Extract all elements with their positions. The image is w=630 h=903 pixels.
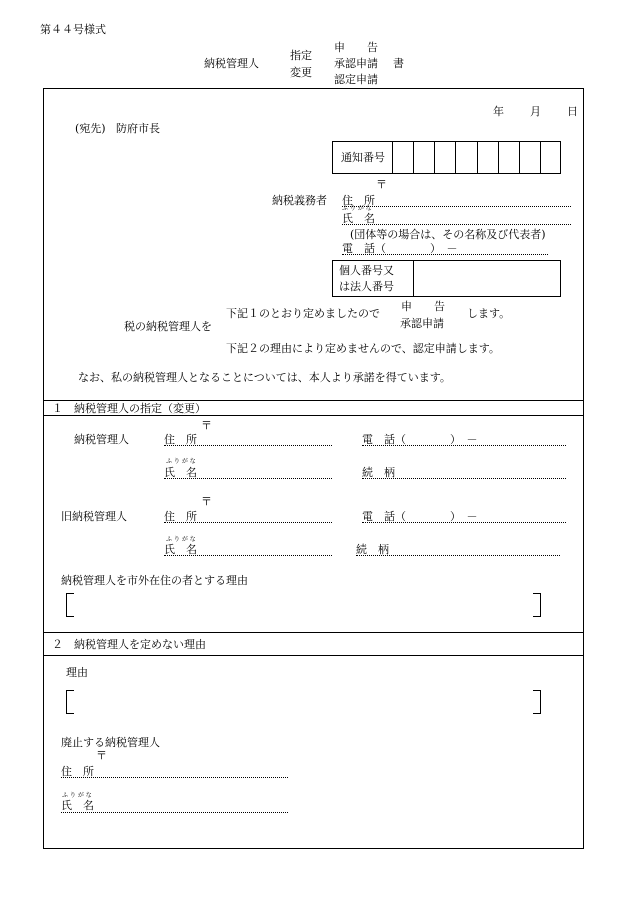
statement-choice-approval: 承認申請: [400, 317, 444, 330]
old-manager-postal-mark: 〒: [201, 495, 212, 508]
old-manager-name-line[interactable]: [164, 555, 332, 556]
section2-reason-right-bracket: [533, 690, 541, 714]
manager-address-line[interactable]: [164, 445, 332, 446]
abolish-name-line[interactable]: [61, 812, 288, 813]
old-manager-label: 旧納税管理人: [61, 510, 127, 523]
manager-relation-line[interactable]: [362, 478, 566, 479]
section2-reason-left-bracket: [66, 690, 74, 714]
statement-line1: 下記１のとおり定めましたので: [226, 307, 380, 320]
notice-number-label: 通知番号: [341, 151, 385, 164]
taxpayer-name-line[interactable]: [342, 224, 571, 225]
taxpayer-postal-mark: 〒: [376, 178, 387, 191]
statement-line1-end: します。: [467, 307, 511, 320]
section2-title-underline: [43, 655, 584, 656]
section1-top-border: [43, 400, 584, 401]
form-number: 第４４号様式: [40, 23, 106, 36]
title-option-designate: 指定: [290, 49, 312, 62]
section2-title: ２ 納税管理人を定めない理由: [52, 638, 206, 651]
taxpayer-phone-line[interactable]: [342, 254, 548, 255]
addressee-name: 防府市長: [116, 122, 160, 135]
addressee-prefix: (宛先): [75, 122, 106, 135]
id-number-label-2: は法人番号: [339, 280, 394, 293]
taxpayer-name-label: 氏 名: [342, 212, 375, 225]
taxpayer-address-label: 住 所: [342, 194, 375, 207]
title-option-declare: 申 告: [334, 41, 378, 54]
abolish-manager-label: 廃止する納税管理人: [61, 736, 160, 749]
manager-relation-label: 続 柄: [362, 466, 395, 479]
section1-title: １ 納税管理人の指定（変更）: [52, 402, 206, 415]
section2-reason-label: 理由: [66, 666, 88, 679]
old-manager-relation-label: 続 柄: [356, 543, 389, 556]
title-option-change: 変更: [290, 66, 312, 79]
title-option-certification: 認定申請: [334, 73, 378, 86]
statement-consent: なお、私の納税管理人となることについては、本人より承諾を得ています。: [78, 371, 451, 384]
abolish-name-label: 氏 名: [61, 799, 94, 812]
id-number-label-1: 個人番号又: [339, 264, 394, 277]
taxpayer-group-note: (団体等の場合は、その名称及び代表者): [350, 228, 546, 241]
abolish-address-line[interactable]: [61, 777, 288, 778]
manager-label: 納税管理人: [74, 433, 129, 446]
title-option-approval: 承認申請: [334, 57, 378, 70]
old-manager-address-label: 住 所: [164, 510, 197, 523]
manager-phone-label: 電 話（ ） －: [362, 433, 478, 446]
old-manager-relation-line[interactable]: [356, 555, 560, 556]
abolish-furigana: ふ り が な: [62, 792, 92, 799]
statement-choice-declare: 申 告: [401, 300, 445, 313]
abolish-address-label: 住 所: [61, 765, 94, 778]
old-manager-furigana: ふ り が な: [166, 536, 196, 543]
manager-phone-line[interactable]: [362, 445, 566, 446]
section1-title-underline: [43, 415, 584, 416]
statement-lead: 税の納税管理人を: [124, 320, 212, 333]
taxpayer-label: 納税義務者: [272, 194, 327, 207]
nonresident-reason-field[interactable]: [78, 593, 528, 617]
manager-furigana: ふ り が な: [166, 458, 196, 465]
taxpayer-address-line[interactable]: [342, 206, 571, 207]
manager-postal-mark: 〒: [201, 419, 212, 432]
section2-reason-field[interactable]: [78, 690, 528, 714]
title-subject: 納税管理人: [204, 57, 259, 70]
manager-name-label: 氏 名: [164, 466, 197, 479]
date-month: 月: [530, 105, 541, 118]
date-day: 日: [567, 105, 578, 118]
nonresident-reason-left-bracket: [66, 593, 74, 617]
old-manager-phone-line[interactable]: [362, 522, 566, 523]
title-suffix: 書: [393, 57, 404, 70]
old-manager-address-line[interactable]: [164, 522, 332, 523]
old-manager-name-label: 氏 名: [164, 543, 197, 556]
statement-line2: 下記２の理由により定めませんので、認定申請します。: [226, 342, 500, 355]
manager-name-line[interactable]: [164, 478, 332, 479]
manager-address-label: 住 所: [164, 433, 197, 446]
old-manager-phone-label: 電 話（ ） －: [362, 510, 478, 523]
taxpayer-furigana: ふ り が な: [342, 205, 372, 212]
nonresident-reason-label: 納税管理人を市外在住の者とする理由: [61, 574, 248, 587]
nonresident-reason-right-bracket: [533, 593, 541, 617]
date-year: 年: [493, 105, 504, 118]
taxpayer-phone-label: 電 話（ ） －: [342, 242, 458, 255]
abolish-postal-mark: 〒: [96, 749, 107, 762]
section2-top-border: [43, 632, 584, 633]
